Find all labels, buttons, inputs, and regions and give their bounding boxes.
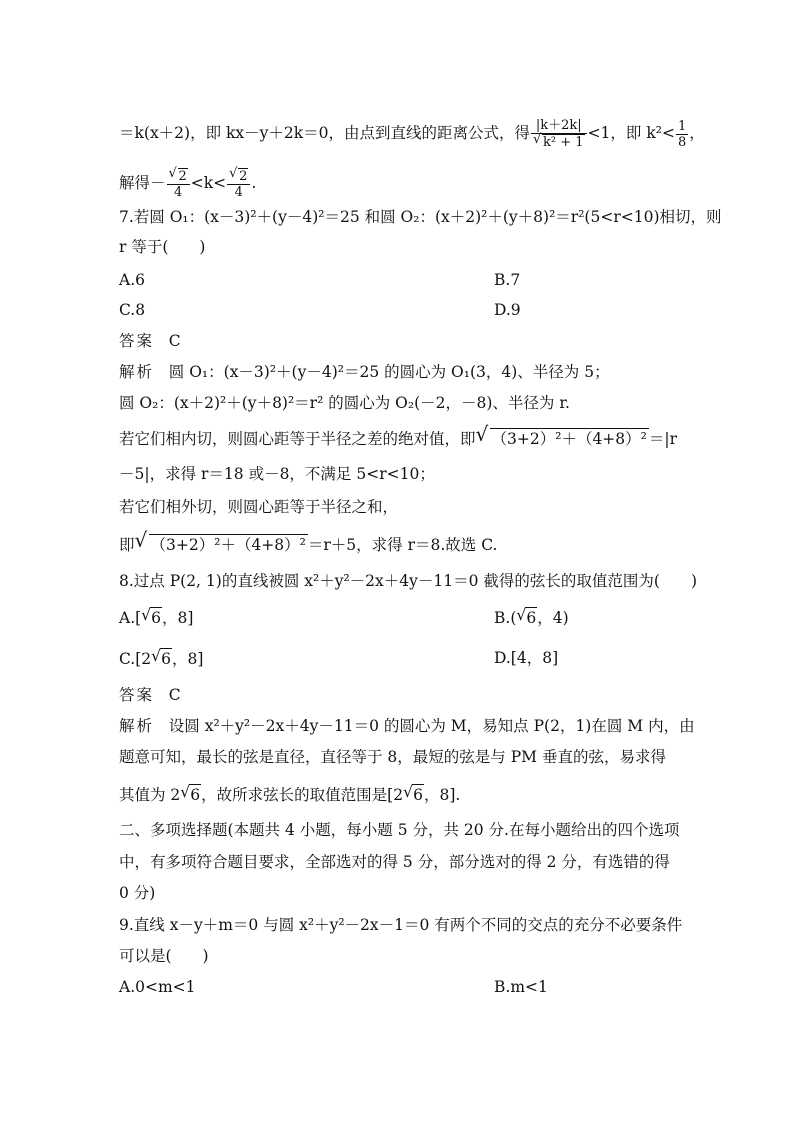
explanation-8-line-1	[119, 716, 695, 736]
section-2-heading-line-3: 0 分)	[119, 884, 156, 902]
explanation-8-line-2: 题意可知，最长的弦是直径，直径等于 8，最短的弦是与 PM 垂直的弦，易求得	[119, 748, 666, 766]
answer-8	[119, 685, 181, 705]
text-segment: 若它们相内切，则圆心距等于半径之差的绝对值，即	[119, 430, 476, 448]
text-segment: ＝r＋5，求得 r＝8.故选 C.	[307, 536, 498, 554]
fraction-denominator: 4	[234, 185, 243, 200]
option-c[interactable]	[119, 650, 203, 668]
radicand: 6	[151, 609, 162, 627]
text-segment: ，8]	[172, 650, 204, 668]
question-7-stem-cont: r 等于( )	[119, 238, 206, 256]
question-9-stem-cont: 可以是( )	[119, 947, 209, 965]
sqrt-icon	[141, 607, 162, 628]
question-8-options-row-2	[119, 648, 559, 669]
answer-label: 答案	[119, 332, 155, 350]
text-segment: A.[	[119, 609, 142, 627]
sqrt-icon	[516, 607, 537, 628]
fraction-denominator: 4	[174, 185, 183, 200]
sqrt-icon	[476, 428, 649, 449]
explanation-7-line-5: 若它们相外切，则圆心距等于半径之和，	[119, 498, 399, 516]
option-b[interactable]: B.m<1	[494, 978, 548, 996]
text-segment: ，8]	[162, 609, 194, 627]
radicand: 6	[161, 650, 172, 668]
fraction-numerator	[227, 168, 250, 185]
text-segment: ＝k(x＋2)，即 kx－y＋2k＝0，由点到直线的距离公式，得	[119, 124, 531, 142]
text-segment: ＝|r	[648, 430, 678, 448]
question-7-stem: 7.若圆 O₁：(x－3)²＋(y－4)²＝25 和圆 O₂：(x＋2)²＋(y＋8)²＝r²(5<r<10)相切，则	[119, 208, 722, 226]
explanation-label: 解析	[119, 717, 155, 735]
answer-value: C	[168, 686, 181, 704]
radicand: 2	[239, 169, 248, 184]
section-2-heading-line-1: 二、多项选择题(本题共 4 小题，每小题 5 分，共 20 分.在每小题给出的四个选项	[119, 821, 680, 839]
explanation-7-line-1	[119, 362, 610, 382]
sqrt-icon	[169, 168, 188, 184]
sqrt-icon	[135, 534, 308, 555]
question-8-options-row-1	[119, 607, 569, 628]
text-segment: C.[2	[119, 650, 152, 668]
text-segment: ，8].	[423, 786, 461, 804]
radicand: 6	[526, 609, 537, 627]
text-segment: ，	[689, 124, 705, 142]
radicand: （3+2）²＋（4+8）²	[491, 430, 647, 448]
text-segment: 圆 O₁：(x－3)²＋(y－4)²＝25 的圆心为 O₁(3，4)、半径为 5；	[168, 363, 610, 381]
fraction	[676, 119, 688, 150]
text-segment: 即	[119, 536, 135, 554]
option-b[interactable]	[494, 607, 569, 628]
text-segment: <k<	[190, 174, 227, 192]
text-segment: 设圆 x²＋y²－2x＋4y－11＝0 的圆心为 M，易知点 P(2，1)在圆 M 内，由	[168, 717, 695, 735]
option-d[interactable]: D.[4，8]	[494, 649, 559, 667]
explanation-label: 解析	[119, 363, 155, 381]
option-b[interactable]: B.7	[494, 271, 521, 289]
fraction-denominator	[531, 134, 587, 150]
question-7-options-row-2	[119, 300, 521, 320]
explanation-7-line-3	[119, 428, 677, 449]
answer-7	[119, 331, 181, 351]
question-7-options-row-1	[119, 270, 521, 290]
text-segment: ，故所求弦长的取值范围是[2	[201, 786, 404, 804]
text-segment: B.(	[494, 609, 517, 627]
option-a[interactable]: A.6	[119, 271, 145, 289]
radicand: 6	[413, 786, 423, 804]
answer-value: C	[168, 332, 181, 350]
fraction	[227, 168, 250, 200]
option-a[interactable]: A.0<m<1	[119, 978, 196, 996]
radicand: （3+2）²＋（4+8）²	[150, 536, 306, 554]
section-2-heading-line-2: 中，有多项符合题目要求，全部选对的得 5 分，部分选对的得 2 分，有选错的得	[119, 853, 670, 871]
radicand: 2	[178, 169, 187, 184]
solution-line-range	[119, 168, 256, 200]
fraction	[531, 118, 587, 150]
sqrt-icon	[151, 648, 172, 669]
text-segment: 解得－	[119, 174, 166, 192]
text-segment: .	[251, 174, 257, 192]
text-segment: ，4)	[537, 609, 569, 627]
answer-label: 答案	[119, 686, 155, 704]
explanation-7-line-4: －5|，求得 r＝18 或－8，不满足 5<r<10；	[119, 465, 435, 483]
question-9-stem: 9.直线 x－y＋m＝0 与圆 x²＋y²－2x－1＝0 有两个不同的交点的充分不必要条件	[119, 916, 683, 934]
radicand: 6	[190, 786, 201, 804]
option-d[interactable]: D.9	[494, 301, 521, 319]
option-a[interactable]	[119, 609, 193, 627]
question-8-stem: 8.过点 P(2, 1)的直线被圆 x²＋y²－2x＋4y－11＝0 截得的弦长的取值范围为( )	[119, 572, 697, 590]
sqrt-icon	[180, 784, 201, 805]
solution-line-distance	[119, 118, 705, 150]
fraction-numerator: 1	[677, 118, 687, 134]
sqrt-icon	[229, 168, 248, 184]
fraction-numerator	[167, 168, 190, 185]
fraction-numerator: |k＋2k|	[531, 118, 587, 134]
text-segment: 其值为 2	[119, 786, 181, 804]
sqrt-icon	[533, 134, 585, 150]
fraction	[167, 168, 190, 200]
text-segment: <1，即 k²<	[587, 124, 675, 142]
explanation-7-line-2: 圆 O₂：(x＋2)²＋(y＋8)²＝r² 的圆心为 O₂(－2，－8)、半径为 r.	[119, 394, 570, 412]
explanation-8-line-3	[119, 784, 460, 805]
radicand: k² + 1	[543, 135, 584, 150]
explanation-7-line-6	[119, 534, 497, 555]
fraction-denominator: 8	[677, 134, 687, 150]
option-c[interactable]: C.8	[119, 301, 146, 319]
question-9-options-row-1	[119, 977, 548, 997]
sqrt-icon	[403, 784, 424, 805]
